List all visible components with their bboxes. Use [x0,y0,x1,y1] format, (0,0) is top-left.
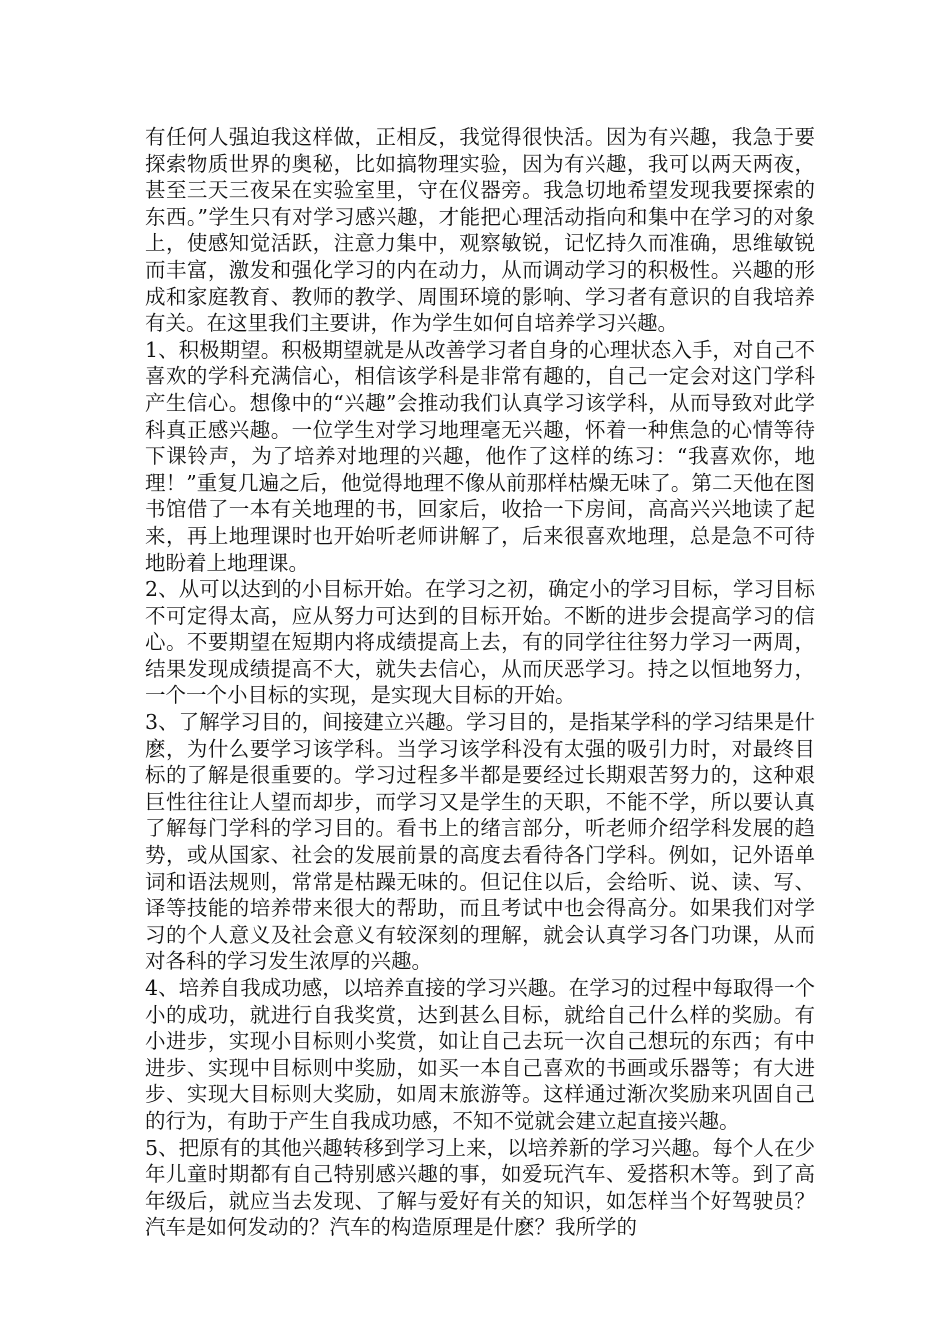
section-4-paragraph: 4、培养自我成功感，以培养直接的学习兴趣。在学习的过程中每取得一个小的成功，就进行自我奖赏，达到甚么目标，就给自己什么样的奖励。有小进步，实现小目标则小奖赏，如让自己去玩一次自己想玩的东西；有中进步、实现中目标则中奖励，如买一本自己喜欢的书画或乐器等；有大进步、实现大目标则大奖励，如周末旅游等。这样通过渐次奖励来巩固自己的行为，有助于产生自我成功感，不知不觉就会建立起直接兴趣。 [145,976,815,1133]
section-2-paragraph: 2、从可以达到的小目标开始。在学习之初，确定小的学习目标，学习目标不可定得太高，应从努力可达到的目标开始。不断的进步会提高学习的信心。不要期望在短期内将成绩提高上去，有的同学往往努力学习一两周，结果发现成绩提高不大，就失去信心，从而厌恶学习。持之以恒地努力，一个一个小目标的实现，是实现大目标的开始。 [145,577,815,708]
intro-paragraph: 有任何人强迫我这样做，正相反，我觉得很快活。因为有兴趣，我急于要探索物质世界的奥秘，比如搞物理实验，因为有兴趣，我可以两天两夜，甚至三天三夜呆在实验室里，守在仪器旁。我急切地希望发现我要探索的东西。”学生只有对学习感兴趣，才能把心理活动指向和集中在学习的对象上，使感知觉活跃，注意力集中，观察敏锐，记忆持久而准确，思维敏锐而丰富，激发和强化学习的内在动力，从而调动学习的积极性。兴趣的形成和家庭教育、教师的教学、周围环境的影响、学习者有意识的自我培养有关。在这里我们主要讲，作为学生如何自培养学习兴趣。 [145,125,815,336]
document-body [145,124,815,1241]
section-5-paragraph: 5、把原有的其他兴趣转移到学习上来，以培养新的学习兴趣。每个人在少年儿童时期都有自己特别感兴趣的事，如爱玩汽车、爱搭积木等。到了高年级后，就应当去发现、了解与爱好有关的知识，如怎样当个好驾驶员？汽车是如何发动的？汽车的构造原理是什麽？我所学的 [145,1135,815,1240]
section-1-paragraph: 1、积极期望。积极期望就是从改善学习者自身的心理状态入手，对自己不喜欢的学科充满信心，相信该学科是非常有趣的，自己一定会对这门学科产生信心。想像中的“兴趣”会推动我们认真学习该学科，从而导致对此学科真正感兴趣。一位学生对学习地理毫无兴趣，怀着一种焦急的心情等待下课铃声，为了培养对地理的兴趣，他作了这样的练习：“我喜欢你，地理！”重复几遍之后，他觉得地理不像从前那样枯燥无味了。第二天他在图书馆借了一本有关地理的书，回家后，收拾一下房间，高高兴兴地读了起来，再上地理课时也开始听老师讲解了，后来很喜欢地理，总是急不可待地盼着上地理课。 [145,337,815,575]
section-3-paragraph: 3、了解学习目的，间接建立兴趣。学习目的，是指某学科的学习结果是什麽，为什么要学习该学科。当学习该学科没有太强的吸引力时，对最终目标的了解是很重要的。学习过程多半都是要经过长期艰苦努力的，这种艰巨性往往让人望而却步，而学习又是学生的天职，不能不学，所以要认真了解每门学科的学习目的。看书上的绪言部分，听老师介绍学科发展的趋势，或从国家、社会的发展前景的高度去看待各门学科。例如，记外语单词和语法规则，常常是枯躁无味的。但记住以后，会给听、说、读、写、译等技能的培养带来很大的帮助，而且考试中也会得高分。如果我们对学习的个人意义及社会意义有较深刻的理解，就会认真学习各门功课，从而对各科的学习发生浓厚的兴趣。 [145,710,815,974]
